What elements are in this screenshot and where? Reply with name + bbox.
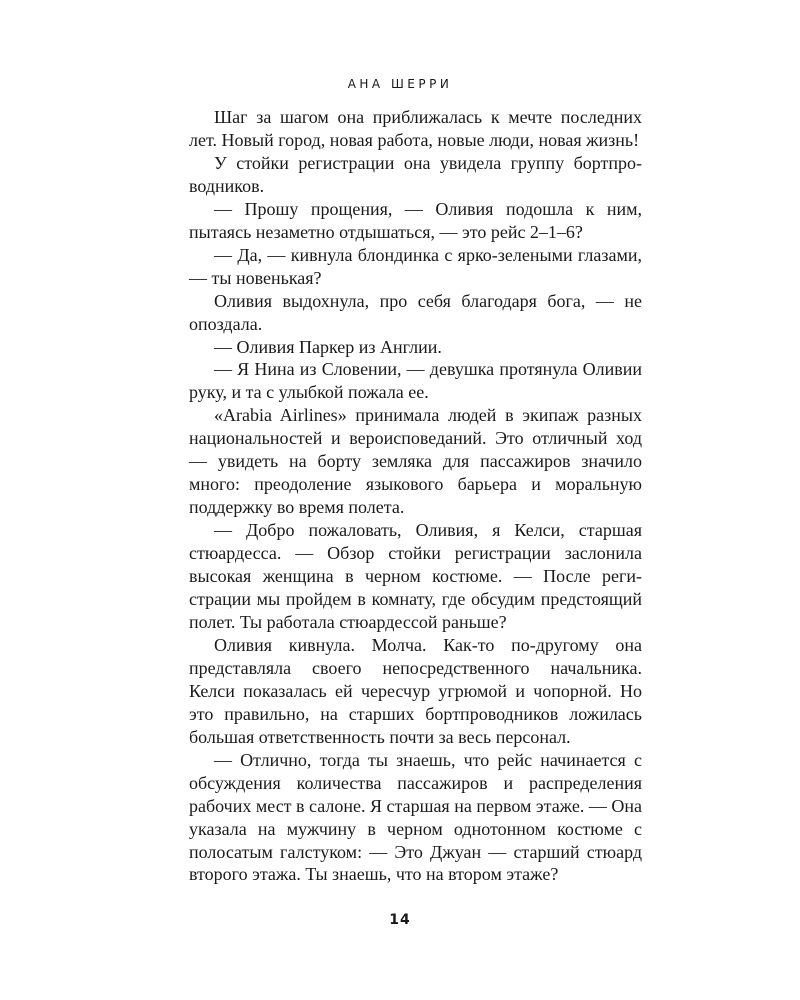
- paragraph: Оливия кивнула. Молча. Как-то по-другому она представляла своего непосредственного начальника. Келси показалась ей чересчур угрюмой и чопорной. Но это правильно, на старших бортпроводников ложилась большая ответственность почти за весь персонал.: [189, 634, 642, 747]
- paragraph: Оливия выдохнула, про себя благодаря бога, — не опоздала.: [189, 290, 642, 334]
- paragraph: «Arabia Airlines» принимала людей в экипаж разных национальностей и вероисповеданий. Это отличный ход — увидеть на борту земляка для пассажиров значило много: преодоление языкового барьера и моральную поддержку во время полета.: [189, 405, 642, 518]
- page-number: 14: [389, 912, 411, 928]
- body-text: [189, 106, 642, 886]
- paragraph: — Оливия Паркер из Англии.: [214, 336, 442, 357]
- paragraph: — Я Нина из Словении, — девушка протянула Оливии руку, и та с улыбкой пожала ее.: [189, 359, 642, 403]
- paragraph: — Прошу прощения, — Оливия подошла к ним, пытаясь незаметно отдышаться, — это рейс 2–1–6?: [189, 198, 642, 242]
- running-head-author: АНА ШЕРРИ: [347, 77, 453, 91]
- paragraph: — Добро пожаловать, Оливия, я Келси, старшая стюардесса. — Обзор стойки регистрации заслонила высокая женщина в черном костюме. — После регистрации мы пройдем в комнату, где обсудим предстоящий полет. Ты работала стюардессой раньше?: [189, 520, 642, 632]
- paragraph: — Да, — кивнула блондинка с ярко-зелеными глазами, — ты новенькая?: [189, 244, 642, 288]
- paragraph: — Отлично, тогда ты знаешь, что рейс начинается с обсуждения количества пассажиров и распределения рабочих мест в салоне. Я старшая на первом этаже. — Она указала на мужчину в черном однотонном костюме с полосатым галстуком: — Это Джуан — старший стюард второго этажа. Ты знаешь, что на втором этаже?: [189, 749, 642, 885]
- paragraph: У стойки регистрации она увидела группу бортпроводников.: [189, 152, 642, 196]
- paragraph: Шаг за шагом она приближалась к мечте последних лет. Новый город, новая работа, новые люди, новая жизнь!: [189, 107, 642, 150]
